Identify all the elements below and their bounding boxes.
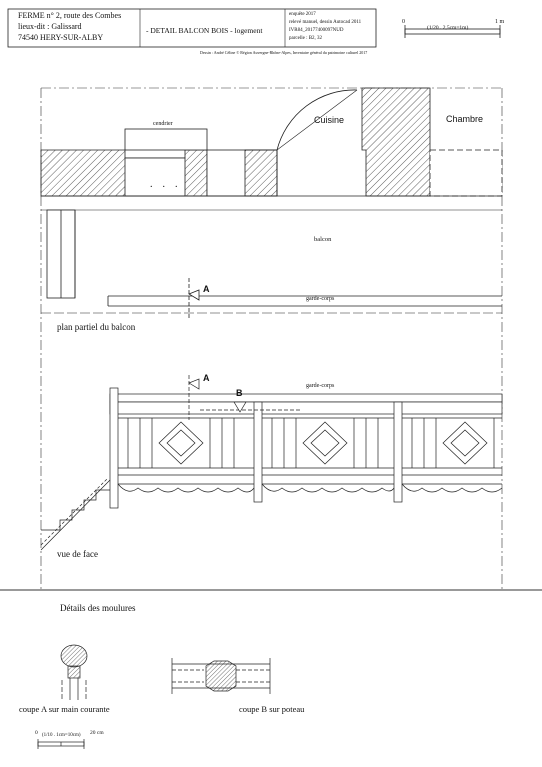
balcon-label: balcon bbox=[314, 236, 332, 243]
credit-line: Dessin : André Céline © Région Auvergne-Rhône-Alpes, Inventaire général du patrimoine culturel 2017 bbox=[200, 50, 368, 55]
detail-a-caption: coupe A sur main courante bbox=[19, 704, 110, 714]
detail-b-caption: coupe B sur poteau bbox=[239, 704, 305, 714]
elevation-caption: vue de face bbox=[57, 549, 98, 559]
info-line-3: IVR84_20177400097NUD bbox=[289, 28, 344, 33]
address-line-2: lieux-dit : Galissard bbox=[18, 22, 82, 31]
bottom-scale-end: 20 cm bbox=[90, 730, 104, 736]
plan-section-a-label: A bbox=[203, 284, 210, 294]
staircase bbox=[41, 478, 110, 550]
top-scale-start: 0 bbox=[402, 19, 405, 25]
info-line-2: relevé manuel, dessin Autocad 2011 bbox=[289, 20, 362, 25]
info-line-1: enquête 2017 bbox=[289, 12, 316, 17]
top-scale-label: (1/20 . 2,5cm=1m) bbox=[427, 25, 469, 31]
elevation-section-b-label: B bbox=[236, 388, 243, 398]
plan-caption: plan partiel du balcon bbox=[57, 322, 136, 332]
plan-walls bbox=[41, 88, 502, 320]
detail-a-handrail bbox=[61, 645, 87, 700]
room-cuisine-label: Cuisine bbox=[314, 115, 345, 125]
cendrier-label: cendrier bbox=[153, 121, 173, 127]
plan-garde-corps-label: garde-corps bbox=[306, 296, 335, 302]
address-line-1: FERME n° 2, route des Combes bbox=[18, 11, 122, 20]
elevation-section-a-label: A bbox=[203, 373, 210, 383]
top-scale-end: 1 m bbox=[495, 19, 505, 25]
bottom-scale-label: (1/10 . 1cm=10cm) bbox=[42, 733, 81, 738]
cendrier-dots: ... bbox=[150, 179, 188, 190]
elevation-railing bbox=[110, 388, 502, 508]
room-chambre-label: Chambre bbox=[446, 114, 484, 124]
address-line-3: 74540 HERY-SUR-ALBY bbox=[18, 33, 104, 42]
bottom-scale-bar bbox=[38, 739, 84, 749]
bottom-scale-start: 0 bbox=[35, 730, 38, 736]
detail-b-post bbox=[172, 658, 270, 694]
drawing-title: - DETAIL BALCON BOIS - logement bbox=[146, 26, 263, 35]
elevation-garde-corps-label: garde-corps bbox=[306, 383, 335, 389]
details-title: Détails des moulures bbox=[60, 603, 136, 613]
info-line-4: parcelle : B2, 32 bbox=[289, 36, 323, 41]
